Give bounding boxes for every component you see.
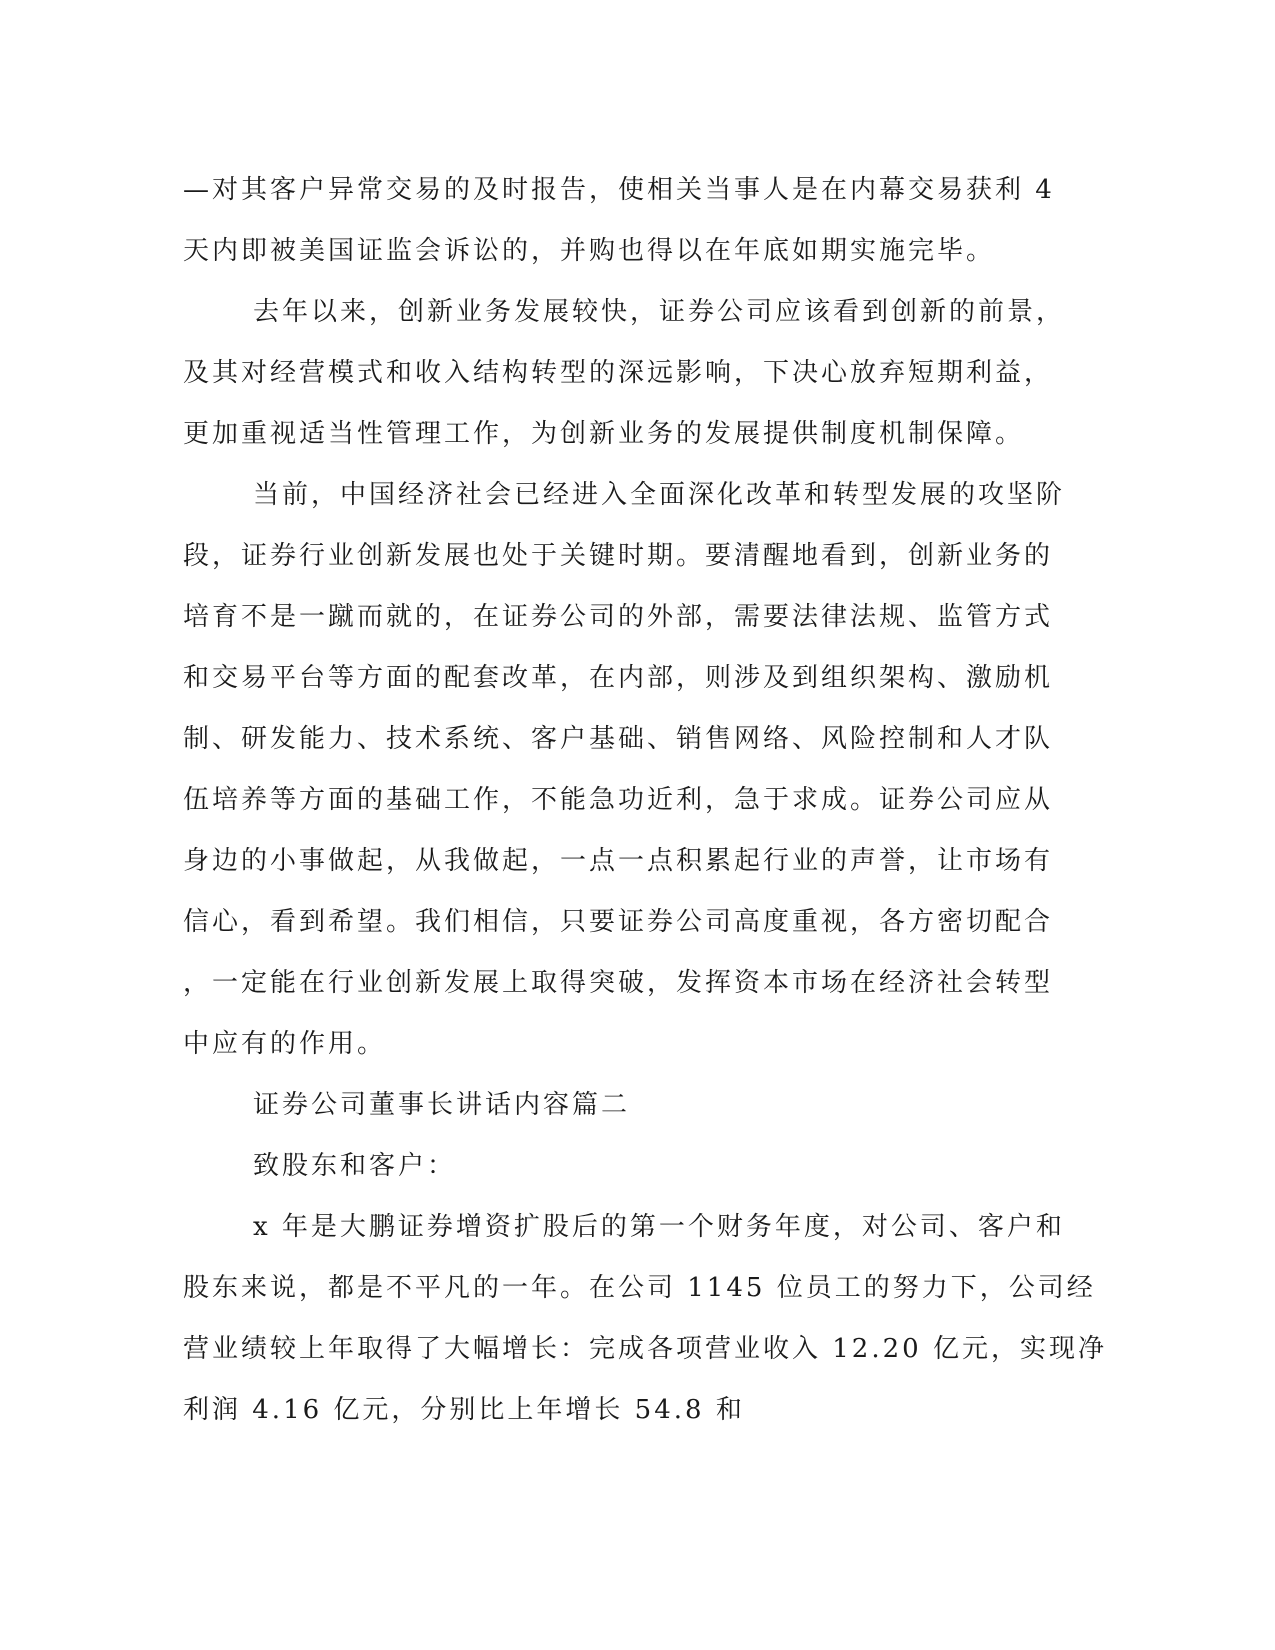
text-line: 身边的小事做起，从我做起，一点一点积累起行业的声誉，让市场有 xyxy=(183,846,1054,876)
text-line: ，一定能在行业创新发展上取得突破，发挥资本市场在经济社会转型 xyxy=(183,968,1054,998)
document-body xyxy=(183,160,1107,1441)
text-line: 段，证券行业创新发展也处于关键时期。要清醒地看到，创新业务的 xyxy=(183,541,1054,571)
text-line: x 年是大鹏证券增资扩股后的第一个财务年度，对公司、客户和 xyxy=(253,1212,1065,1242)
text-line: 股东来说，都是不平凡的一年。在公司 1145 位员工的努力下，公司经 xyxy=(183,1273,1096,1303)
text-line: 更加重视适当性管理工作，为创新业务的发展提供制度机制保障。 xyxy=(183,419,1025,449)
text-line: 伍培养等方面的基础工作，不能急功近利，急于求成。证券公司应从 xyxy=(183,785,1054,815)
text-line: 及其对经营模式和收入结构转型的深远影响，下决心放弃短期利益， xyxy=(183,358,1054,388)
text-line: 天内即被美国证监会诉讼的，并购也得以在年底如期实施完毕。 xyxy=(183,236,996,266)
text-line: 制、研发能力、技术系统、客户基础、销售网络、风险控制和人才队 xyxy=(183,724,1054,754)
text-line: 去年以来，创新业务发展较快，证券公司应该看到创新的前景， xyxy=(253,297,1066,327)
text-line: 当前，中国经济社会已经进入全面深化改革和转型发展的攻坚阶 xyxy=(253,480,1066,510)
text-line: 培育不是一蹴而就的，在证券公司的外部，需要法律法规、监管方式 xyxy=(183,602,1054,632)
text-line: 营业绩较上年取得了大幅增长：完成各项营业收入 12.20 亿元，实现净 xyxy=(183,1334,1107,1364)
text-line: 信心，看到希望。我们相信，只要证券公司高度重视，各方密切配合 xyxy=(183,907,1054,937)
text-line: —对其客户异常交易的及时报告，使相关当事人是在内幕交易获利 4 xyxy=(183,175,1055,205)
section-heading: 证券公司董事长讲话内容篇二 xyxy=(253,1090,631,1120)
text-line: 利润 4.16 亿元，分别比上年增长 54.8 和 xyxy=(183,1395,745,1425)
salutation: 致股东和客户： xyxy=(253,1151,457,1181)
text-line: 和交易平台等方面的配套改革，在内部，则涉及到组织架构、激励机 xyxy=(183,663,1054,693)
text-line: 中应有的作用。 xyxy=(183,1029,387,1059)
